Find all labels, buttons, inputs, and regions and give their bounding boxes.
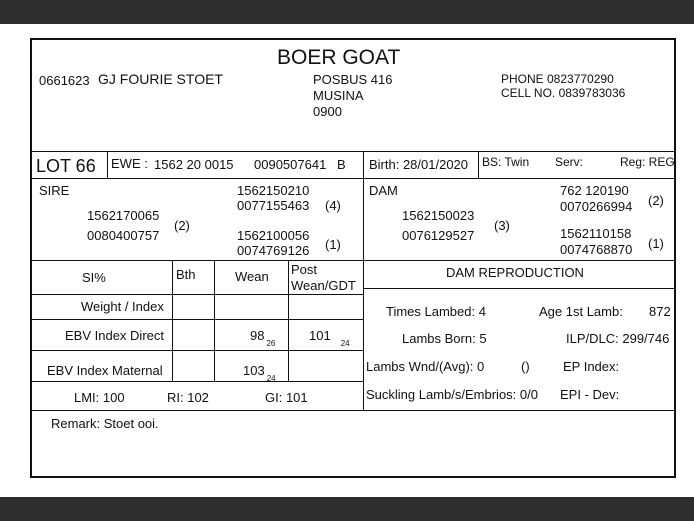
divider <box>363 151 364 178</box>
sire-dam-id: 0074769126 <box>237 243 310 258</box>
dam-sire-id: 0070266994 <box>560 199 633 214</box>
divider <box>172 260 173 381</box>
sire-code: (2) <box>174 218 190 233</box>
bottom-dark-band <box>0 497 694 521</box>
divider <box>363 260 364 410</box>
dam-reproduction-title: DAM REPRODUCTION <box>446 265 584 280</box>
lambs-weaned-avg: () <box>521 359 530 374</box>
divider <box>32 350 363 351</box>
ewe-number: 1562 20 0015 <box>154 157 234 172</box>
col-si: SI% <box>82 270 106 285</box>
ewe-id: 0090507641 <box>254 157 327 172</box>
dam-label: DAM <box>369 183 398 198</box>
ebv-direct-post: $101_{24}$ <box>309 328 350 348</box>
ewe-label: EWE : <box>111 156 148 171</box>
address-line-2: MUSINA <box>313 88 364 103</box>
cell-number: CELL NO. 0839783036 <box>501 86 626 100</box>
divider <box>107 151 108 178</box>
dam-code: (3) <box>494 218 510 233</box>
phone-number: PHONE 0823770290 <box>501 72 614 86</box>
sire-sire-number: 1562150210 <box>237 183 310 198</box>
address-line-3: 0900 <box>313 104 342 119</box>
divider <box>32 294 363 295</box>
card-title: BOER GOAT <box>277 46 401 69</box>
epi-dev: EPI - Dev: <box>560 387 620 402</box>
dam-dam-number: 1562110158 <box>560 226 632 241</box>
birth-date: Birth: 28/01/2020 <box>369 157 469 172</box>
stud-name: GJ FOURIE STOET <box>98 71 223 87</box>
sire-dam-code: (1) <box>325 237 341 252</box>
lambs-weaned: Lambs Wnd/(Avg): 0 <box>366 359 485 374</box>
address-line-1: POSBUS 416 <box>313 72 393 87</box>
dam-dam-code: (1) <box>648 236 664 251</box>
col-post: Post <box>291 262 318 277</box>
ri-value: RI: 102 <box>167 390 209 405</box>
col-wean: Wean <box>235 269 269 284</box>
lambs-born: Lambs Born: 5 <box>402 331 487 346</box>
sire-id: 0080400757 <box>87 228 160 243</box>
age-first-lamb: 872 <box>649 304 671 319</box>
age-first-lamb-label: Age 1st Lamb: <box>539 304 623 319</box>
divider <box>32 410 674 411</box>
divider <box>32 381 363 382</box>
lot-number: LOT 66 <box>36 156 96 176</box>
lmi-value: LMI: 100 <box>74 390 125 405</box>
ewe-flag: B <box>337 157 346 172</box>
col-bth: Bth <box>176 267 196 282</box>
sire-number: 1562170065 <box>87 208 160 223</box>
ilp-dlc: ILP/DLC: 299/746 <box>566 331 670 346</box>
stud-id: 0661623 <box>39 73 90 88</box>
birth-status: BS: Twin <box>482 155 530 169</box>
top-dark-band <box>0 0 694 24</box>
remark: Remark: Stoet ooi. <box>51 416 159 431</box>
row-ebv-direct: EBV Index Direct <box>65 328 164 343</box>
sire-sire-code: (4) <box>325 198 341 213</box>
divider <box>32 151 674 152</box>
registration: Reg: REG <box>620 155 675 169</box>
dam-number: 1562150023 <box>402 208 475 223</box>
dam-sire-code: (2) <box>648 193 664 208</box>
divider <box>288 260 289 381</box>
ebv-direct-wean: $98_{26}$ <box>250 328 276 348</box>
divider <box>32 319 363 320</box>
dam-sire-number: 762 120190 <box>560 183 629 198</box>
times-lambed: Times Lambed: 4 <box>386 304 486 319</box>
dam-dam-id: 0074768870 <box>560 242 633 257</box>
service-label: Serv: <box>555 155 584 169</box>
row-ebv-maternal: EBV Index Maternal <box>47 363 163 378</box>
sire-label: SIRE <box>39 183 70 198</box>
ep-index: EP Index: <box>563 359 620 374</box>
divider <box>32 178 674 179</box>
dam-id: 0076129527 <box>402 228 475 243</box>
gi-value: GI: 101 <box>265 390 308 405</box>
suckling-embrios: Suckling Lamb/s/Embrios: 0/0 <box>366 387 538 402</box>
divider <box>478 151 479 178</box>
row-weight-index: Weight / Index <box>81 299 164 314</box>
lot-card <box>30 38 676 478</box>
divider <box>363 288 674 289</box>
col-post-wean-gdt: Wean/GDT <box>291 278 356 293</box>
ebv-maternal-wean: $103_{24}$ <box>243 363 276 383</box>
divider <box>363 178 364 260</box>
sire-dam-number: 1562100056 <box>237 228 310 243</box>
sire-sire-id: 0077155463 <box>237 198 310 213</box>
divider <box>214 260 215 381</box>
divider <box>32 260 674 261</box>
